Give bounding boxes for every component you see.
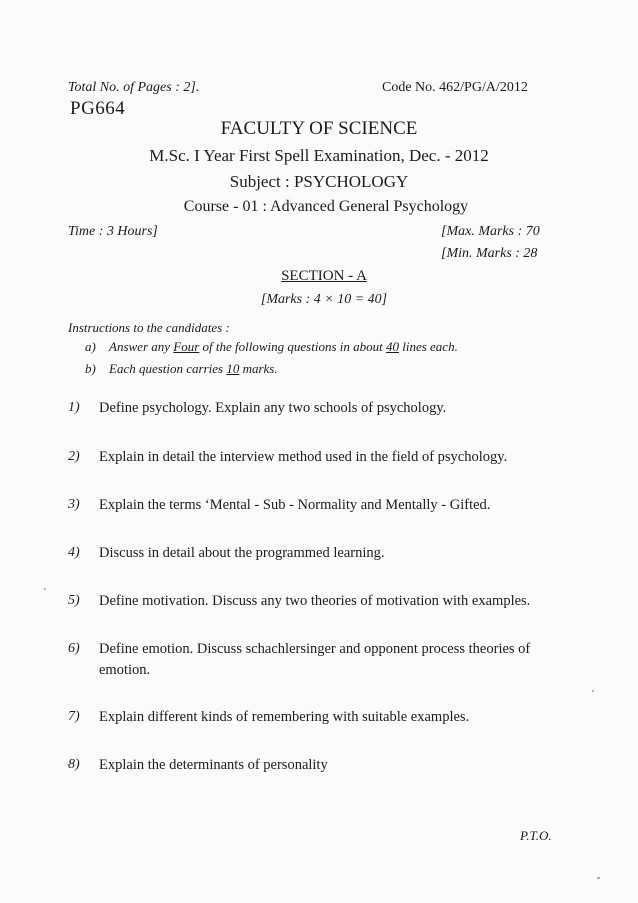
section-marks: [Marks : 4 × 10 = 40]: [260, 292, 388, 307]
exam-title: M.Sc. I Year First Spell Examination, Dec. - 2012: [149, 146, 489, 165]
question-number: 1): [68, 400, 80, 415]
question-number: 8): [68, 757, 80, 772]
paper-code: PG664: [70, 98, 126, 119]
course-title: Course - 01 : Advanced General Psychology: [183, 198, 469, 215]
instruction-text: [109, 339, 458, 355]
instruction-label: b): [85, 361, 96, 376]
time-allowed: Time : 3 Hours]: [68, 224, 158, 239]
code-number: Code No. 462/PG/A/2012: [382, 80, 528, 95]
question-text: Define emotion. Discuss schachlersinger and opponent process theories of: [99, 641, 531, 657]
instruction-part: Answer any: [109, 339, 174, 354]
question-number: 3): [68, 497, 80, 512]
question-text: Explain in detail the interview method used in the field of psychology.: [99, 449, 508, 465]
question-number: 4): [68, 545, 80, 560]
question-number: 5): [68, 593, 80, 608]
question-number: 6): [68, 641, 80, 656]
question-number: 7): [68, 709, 80, 724]
instruction-emphasis: Four: [173, 339, 200, 354]
question-text: Discuss in detail about the programmed learning.: [99, 545, 385, 561]
question-number: 2): [68, 449, 80, 464]
faculty-title: FACULTY OF SCIENCE: [220, 118, 418, 139]
max-marks: [Max. Marks : 70: [441, 224, 540, 239]
question-text: Define psychology. Explain any two schools of psychology.: [99, 400, 447, 416]
subject-title: Subject : PSYCHOLOGY: [229, 172, 409, 191]
scan-speck: [592, 690, 594, 692]
instruction-part: lines each.: [398, 339, 458, 354]
min-marks: [Min. Marks : 28: [441, 246, 538, 261]
page-turn-over: P.T.O.: [520, 828, 552, 843]
question-text: Explain different kinds of remembering with suitable examples.: [99, 709, 470, 725]
instruction-emphasis: 10: [226, 361, 240, 376]
instruction-part: marks.: [239, 361, 278, 376]
question-text: Define motivation. Discuss any two theories of motivation with examples.: [99, 593, 531, 609]
instructions-heading: Instructions to the candidates :: [68, 320, 230, 335]
instruction-part: of the following questions in about: [199, 339, 386, 354]
instruction-label: a): [85, 339, 96, 354]
question-text: Explain the terms ‘Mental - Sub - Normality and Mentally - Gifted.: [99, 497, 491, 513]
scan-speck: [597, 877, 600, 879]
total-pages: Total No. of Pages : 2].: [68, 80, 200, 95]
instruction-part: Each question carries: [109, 361, 227, 376]
question-text-continued: emotion.: [99, 662, 151, 678]
question-text: Explain the determinants of personality: [99, 757, 328, 773]
instruction-emphasis: 40: [385, 339, 399, 354]
section-title: SECTION - A: [281, 268, 367, 284]
scan-speck: [44, 588, 46, 590]
instruction-text: [109, 361, 278, 377]
